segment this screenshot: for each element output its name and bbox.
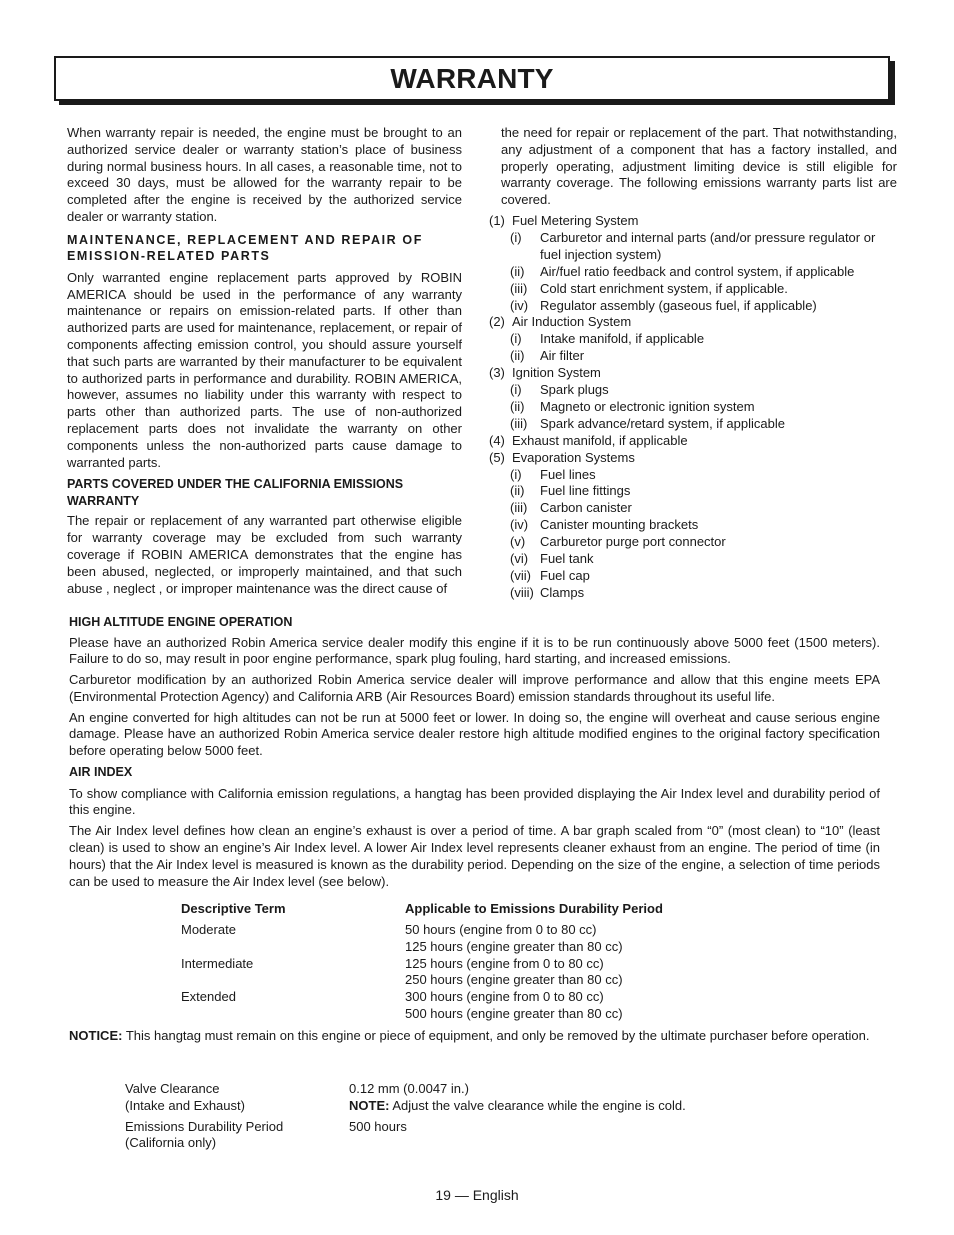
- list-subitem-number: (i): [510, 382, 522, 398]
- spec-label-line: (California only): [125, 1135, 217, 1151]
- list-subitem-label: Clamps: [540, 584, 585, 600]
- list-subitem-number: (i): [510, 331, 522, 347]
- parts-intro-paragraph: the need for repair or replacement of the part. That notwithstanding, any adjustment of a component that has a factory installed, and properly operating, adjustment limiting device is still eligible for warranty coverage. The following emissions warranty parts list are covered.: [501, 125, 897, 208]
- list-subitem-number: (vii): [510, 568, 531, 584]
- list-subitem-number: (viii): [510, 584, 534, 600]
- period-line: 250 hours (engine greater than 80 cc): [405, 972, 623, 988]
- list-subitem-number: (iii): [510, 415, 528, 431]
- list-subitem-label: Carburetor purge port connector: [540, 534, 726, 550]
- table-cell-term: Intermediate: [181, 955, 254, 971]
- list-item-label: Air Induction System: [512, 314, 632, 330]
- list-subitem-label: Fuel tank: [540, 551, 594, 567]
- list-item-number: (4): [489, 432, 505, 448]
- table-cell-period: [405, 922, 663, 956]
- list-subitem: [489, 348, 897, 365]
- list-subitem-label: Air/fuel ratio feedback and control system, if applicable: [540, 263, 855, 279]
- list-subitem-number: (iv): [510, 297, 529, 313]
- list-subitem-label: Air filter: [540, 348, 585, 364]
- list-item-label: Fuel Metering System: [512, 212, 639, 228]
- spec-value: [349, 1081, 686, 1115]
- list-subitem-label: Fuel line fittings: [540, 483, 631, 499]
- notice-paragraph: [69, 1028, 880, 1045]
- page-footer: 19 — English: [435, 1187, 519, 1203]
- list-subitem: [489, 483, 897, 500]
- table-header-period: Applicable to Emissions Durability Period: [405, 901, 663, 916]
- period-line: 50 hours (engine from 0 to 80 cc): [405, 922, 597, 937]
- high-altitude-paragraph-3: An engine converted for high altitudes can not be run at 5000 feet or lower. In doing so, the engine will overheat and cause serious engine damage. Please have an authorized Robin America service dealer restore high altitude modified engines to the original factory specification before operating below 5000 feet.: [69, 709, 880, 759]
- list-item: [489, 433, 897, 450]
- list-subitem: [489, 416, 897, 433]
- list-subitem-label: Cold start enrichment system, if applicable.: [540, 280, 788, 296]
- period-line: 300 hours (engine from 0 to 80 cc): [405, 989, 604, 1005]
- list-subitem-number: (iv): [510, 517, 529, 533]
- list-subitem-number: (i): [510, 466, 522, 482]
- spec-value: 500 hours: [349, 1118, 407, 1134]
- high-altitude-section: [69, 614, 880, 890]
- title-box: [54, 56, 890, 101]
- period-line: 500 hours (engine greater than 80 cc): [405, 1005, 623, 1021]
- air-index-paragraph-2: The Air Index level defines how clean an engine’s exhaust is over a period of time. A bar graph scaled from “0” (most clean) to “10” (least clean) is used to show an engine’s Air Index level. A lower Air Index level represents cleaner exhaust from an engine. The period of time (in hours) that the Air Index level is measured is known as the durability period. Depending on the size of the engine, a selection of time periods can be used to measure the Air Index level (see below).: [69, 823, 880, 889]
- list-subitem: [489, 585, 897, 602]
- list-item-label: Evaporation Systems: [512, 449, 635, 465]
- list-subitem-label: Canister mounting brackets: [540, 517, 699, 533]
- period-line: 125 hours (engine from 0 to 80 cc): [405, 955, 604, 971]
- list-subitem-label: Intake manifold, if applicable: [540, 331, 705, 347]
- list-item-number: (2): [489, 314, 505, 330]
- list-subitem: [489, 534, 897, 551]
- list-subitem-label: Spark advance/retard system, if applicable: [540, 415, 785, 431]
- maintenance-paragraph: Only warranted engine replacement parts approved by ROBIN AMERICA should be used in the performance of any warranty maintenance or repairs on emission-related parts. If other than authorized parts are used for maintenance, replacement, or repair of components affecting emission control, you should assure yourself that such parts are warranted by their manufacturer to be equivalent to authorized parts in performance and durability. ROBIN AMERICA, however, assumes no liability under this warranty with respect to parts other than authorized parts. The use of non-authorized replacement parts does not invalidate the warranty on other components unless the non-authorized parts cause damage to warranted parts.: [67, 269, 462, 470]
- list-subitem: [489, 331, 897, 348]
- list-subitem: [489, 382, 897, 399]
- list-item-number: (1): [489, 212, 505, 228]
- table-row: [181, 922, 663, 956]
- list-subitem-label: Fuel lines: [540, 466, 596, 482]
- list-subitem: [489, 281, 897, 298]
- list-item: [489, 450, 897, 467]
- left-column: [67, 125, 462, 597]
- list-subitem-number: (ii): [510, 263, 525, 279]
- air-index-paragraph-1: To show compliance with California emission regulations, a hangtag has been provided displaying the Air Index level and durability period of this engine.: [69, 785, 880, 818]
- parts-covered-heading: PARTS COVERED UNDER THE CALIFORNIA EMISSIONS WARRANTY: [67, 477, 404, 508]
- list-subitem: [489, 467, 897, 484]
- list-subitem-number: (ii): [510, 398, 525, 414]
- list-subitem-label: Regulator assembly (gaseous fuel, if applicable): [540, 297, 817, 313]
- list-item-number: (5): [489, 449, 505, 465]
- period-line: 125 hours (engine greater than 80 cc): [405, 938, 623, 954]
- list-subitem-number: (vi): [510, 551, 529, 567]
- list-item: [489, 365, 897, 382]
- spec-label-line: Valve Clearance: [125, 1081, 220, 1096]
- warranty-repair-paragraph: When warranty repair is needed, the engine must be brought to an authorized service dealer or warranty station’s place of business during normal business hours. In all cases, a reasonable time, not to exceed 30 days, must be allowed for the warranty repair to be completed after the engine is received by the authorized service dealer or warranty station.: [67, 125, 462, 224]
- table-row: [181, 956, 663, 990]
- list-subitem: [489, 551, 897, 568]
- high-altitude-heading: HIGH ALTITUDE ENGINE OPERATION: [69, 615, 293, 629]
- maintenance-heading: MAINTENANCE, REPLACEMENT AND REPAIR OF EMISSION-RELATED PARTS: [67, 232, 423, 264]
- durability-table: [181, 901, 663, 1023]
- specs-table: [125, 1081, 686, 1152]
- list-subitem-label: Magneto or electronic ignition system: [540, 398, 755, 414]
- list-subitem: [489, 568, 897, 585]
- page-title: WARRANTY: [390, 62, 554, 94]
- notice-label: NOTICE:: [69, 1028, 123, 1043]
- list-subitem: [489, 264, 897, 281]
- list-subitem-number: (v): [510, 534, 526, 550]
- table-row: [181, 989, 663, 1023]
- list-subitem-number: (iii): [510, 500, 528, 516]
- list-subitem-label: Carbon canister: [540, 500, 632, 516]
- table-cell-term: Extended: [181, 989, 236, 1005]
- list-subitem-label: Spark plugs: [540, 382, 609, 398]
- spec-value-line: 0.12 mm (0.0047 in.): [349, 1081, 469, 1096]
- air-index-heading: AIR INDEX: [69, 765, 133, 780]
- list-item-label: Exhaust manifold, if applicable: [512, 432, 688, 448]
- spec-row-durability: [125, 1115, 686, 1153]
- list-item: [489, 213, 897, 230]
- list-subitem-label: Carburetor and internal parts (and/or pressure regulator or fuel injection system): [540, 229, 876, 262]
- list-subitem: [489, 399, 897, 416]
- note-text: Adjust the valve clearance while the engine is cold.: [389, 1097, 686, 1113]
- table-cell-term: Moderate: [181, 922, 236, 937]
- list-subitem: [489, 230, 897, 264]
- list-item-number: (3): [489, 365, 505, 381]
- list-subitem-number: (ii): [510, 483, 525, 499]
- list-item: [489, 314, 897, 331]
- high-altitude-paragraph-1: Please have an authorized Robin America service dealer modify this engine if it is to be run continuously above 5000 feet (1500 meters). Failure to do so, may result in poor engine performance, spark plug fouling, hard starting, and increased emissions.: [69, 634, 880, 667]
- spec-row-valve: [125, 1081, 686, 1115]
- table-cell-period: [405, 989, 663, 1023]
- list-subitem-label: Fuel cap: [540, 568, 590, 584]
- spec-label-line: Emissions Durability Period: [125, 1118, 284, 1134]
- list-subitem-number: (i): [510, 229, 522, 245]
- table-header-term: Descriptive Term: [181, 901, 286, 916]
- spec-label-line: (Intake and Exhaust): [125, 1097, 245, 1113]
- list-subitem: [489, 500, 897, 517]
- spec-label: [125, 1081, 349, 1115]
- list-subitem: [489, 517, 897, 534]
- parts-list: [489, 213, 897, 602]
- list-subitem-number: (ii): [510, 348, 525, 364]
- list-subitem: [489, 298, 897, 315]
- right-column: [489, 125, 897, 602]
- table-cell-period: [405, 956, 663, 990]
- spec-note: [349, 1098, 686, 1115]
- note-label: NOTE:: [349, 1097, 390, 1113]
- spec-label: [125, 1115, 349, 1153]
- high-altitude-paragraph-2: Carburetor modification by an authorized Robin America service dealer will improve performance and allow that this engine meets EPA (Environmental Protection Agency) and California ARB (Air Resources Board) emission standards throughout its useful life.: [69, 672, 880, 704]
- list-item-label: Ignition System: [512, 365, 601, 381]
- notice-text: This hangtag must remain on this engine or piece of equipment, and only be removed by the ultimate purchaser before operation.: [122, 1028, 870, 1043]
- parts-covered-paragraph: The repair or replacement of any warranted part otherwise eligible for warranty coverage may be excluded from such warranty coverage if ROBIN AMERICA demonstrates that the engine has been abused, neglected, or improperly maintained, and that such abuse , neglect , or improper maintenance was the direct cause of: [67, 513, 462, 596]
- list-subitem-number: (iii): [510, 280, 528, 296]
